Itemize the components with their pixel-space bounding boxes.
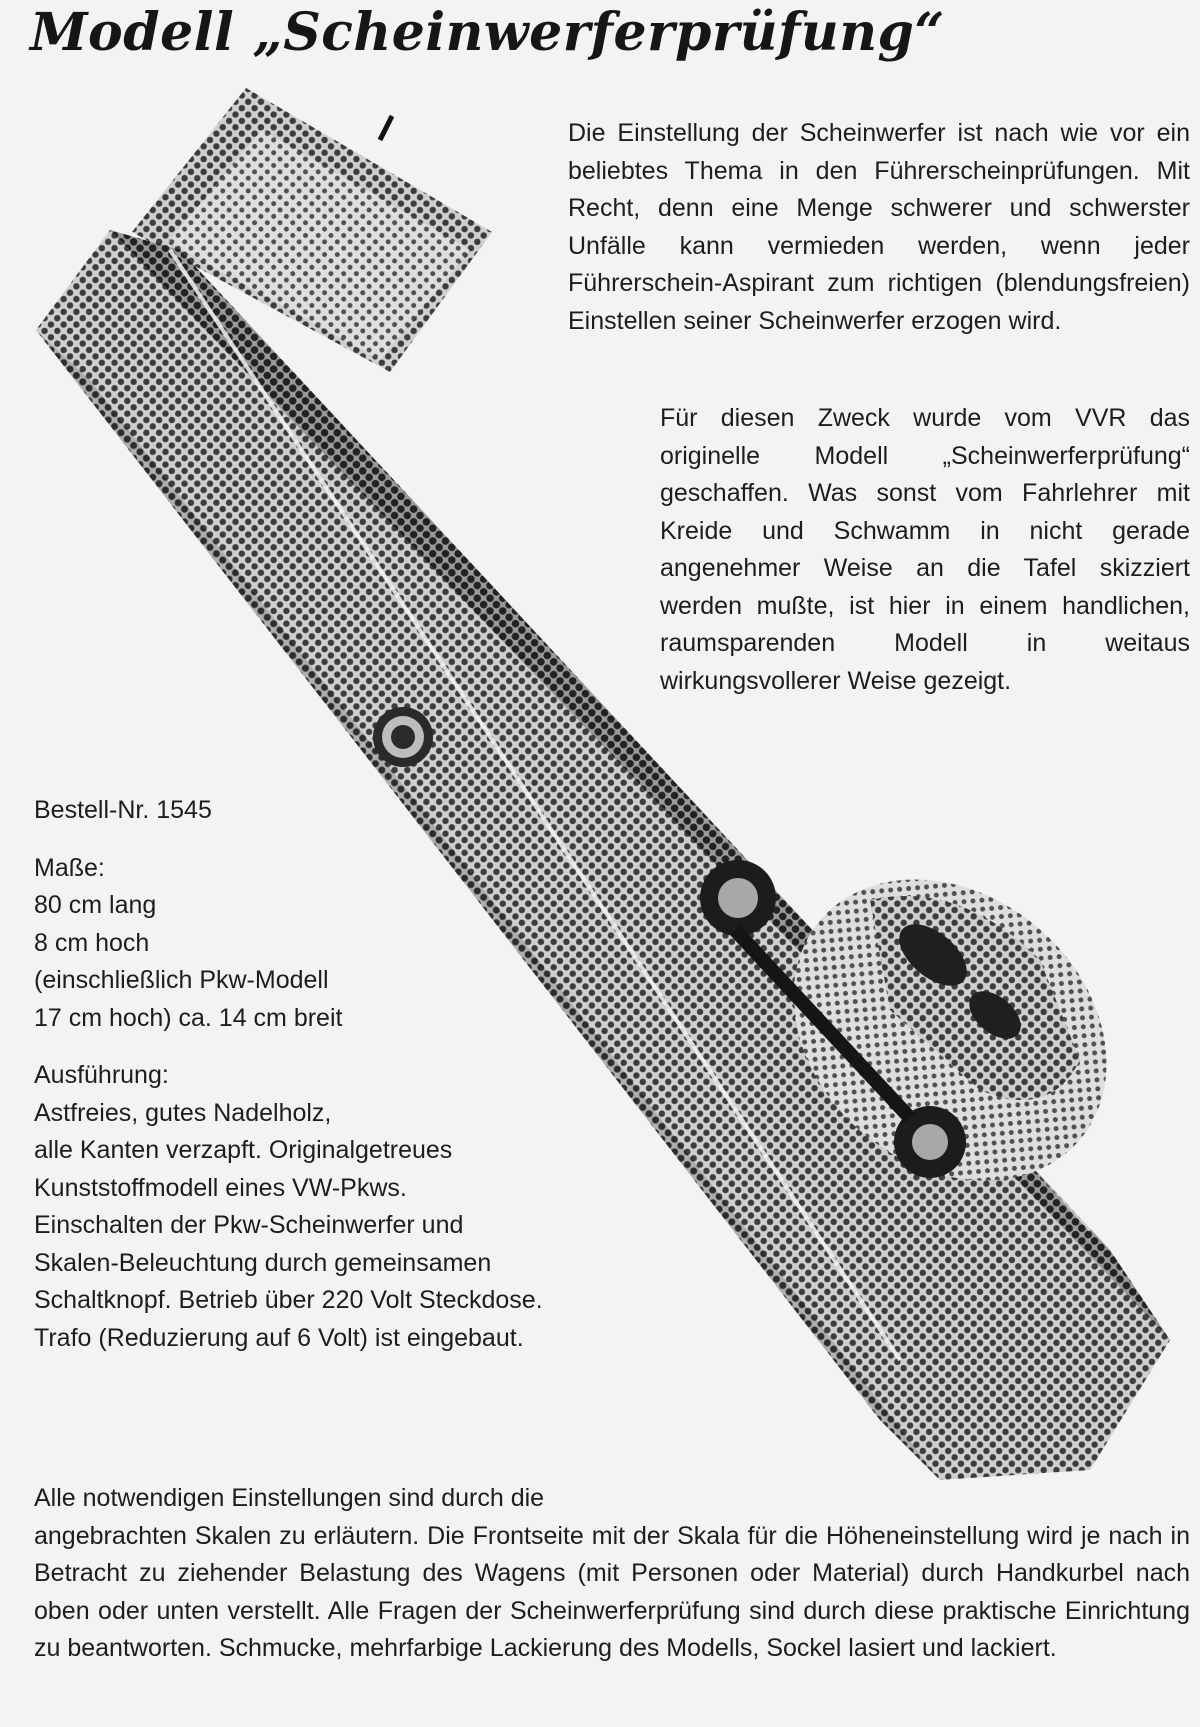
dimension-line: 80 cm lang [34, 891, 157, 919]
execution-line: Schaltknopf. Betrieb über 220 Volt Steckdose. [34, 1286, 543, 1314]
execution-line: Kunststoffmodell eines VW-Pkws. [34, 1173, 407, 1202]
execution-line: Trafo (Reduzierung auf 6 Volt) ist eingebaut. [34, 1323, 524, 1352]
footer-paragraph [34, 1480, 1190, 1668]
execution-label: Ausführung: [34, 1061, 169, 1089]
dimension-line: 8 cm hoch [34, 928, 150, 957]
page-title: Modell „Scheinwerferprüfung“ [30, 2, 945, 63]
execution-line: Skalen-Beleuchtung durch gemeinsamen [34, 1248, 492, 1277]
footer-body: angebrachten Skalen zu erläutern. Die Frontseite mit der Skala für die Höheneinstellung wird je nach in Betracht zu ziehender Belastung des Wagens (mit Personen oder Material) durch Handkurbel nach oben oder unten verstellt. Alle Fragen der Scheinwerferprüfung sind durch diese praktische Einrichtung zu beantworten. Schmucke, mehrfarbige Lackierung des Modells, Sockel lasiert und lackiert. [34, 1521, 1190, 1662]
purpose-paragraph: Für diesen Zweck wurde vom VVR das originelle Modell „Scheinwerferprüfung“ geschaffen. Was sonst vom Fahrlehrer mit Kreide und Schwamm in nicht gerade angenehmer Weise an die Tafel skizziert werden mußte, ist hier in einem handlichen, raumsparenden Modell in weitaus wirkungsvollerer Weise gezeigt. [660, 404, 1190, 695]
intro-paragraph: Die Einstellung der Scheinwerfer ist nach wie vor ein beliebtes Thema in den Führerscheinprüfungen. Mit Recht, denn eine Menge schwerer und schwerster Unfälle kann vermieden werden, wenn jeder Führerschein-Aspirant zum richtigen (blendungsfreien) Einstellen seiner Scheinwerfer erzogen wird. [568, 119, 1190, 335]
footer-first-line: Alle notwendigen Einstellungen sind durch die [34, 1484, 545, 1512]
dimension-line: (einschließlich Pkw-Modell [34, 966, 329, 994]
vvr-emblem [373, 707, 433, 767]
dimension-line: 17 cm hoch) ca. 14 cm breit [34, 1003, 343, 1032]
dimensions-label: Maße: [34, 853, 105, 882]
execution-line: Astfreies, gutes Nadelholz, [34, 1098, 332, 1127]
order-number: Bestell-Nr. 1545 [34, 796, 212, 824]
execution-line: alle Kanten verzapft. Originalgetreues [34, 1136, 453, 1164]
execution-line: Einschalten der Pkw-Scheinwerfer und [34, 1211, 464, 1239]
specifications [34, 792, 694, 1357]
